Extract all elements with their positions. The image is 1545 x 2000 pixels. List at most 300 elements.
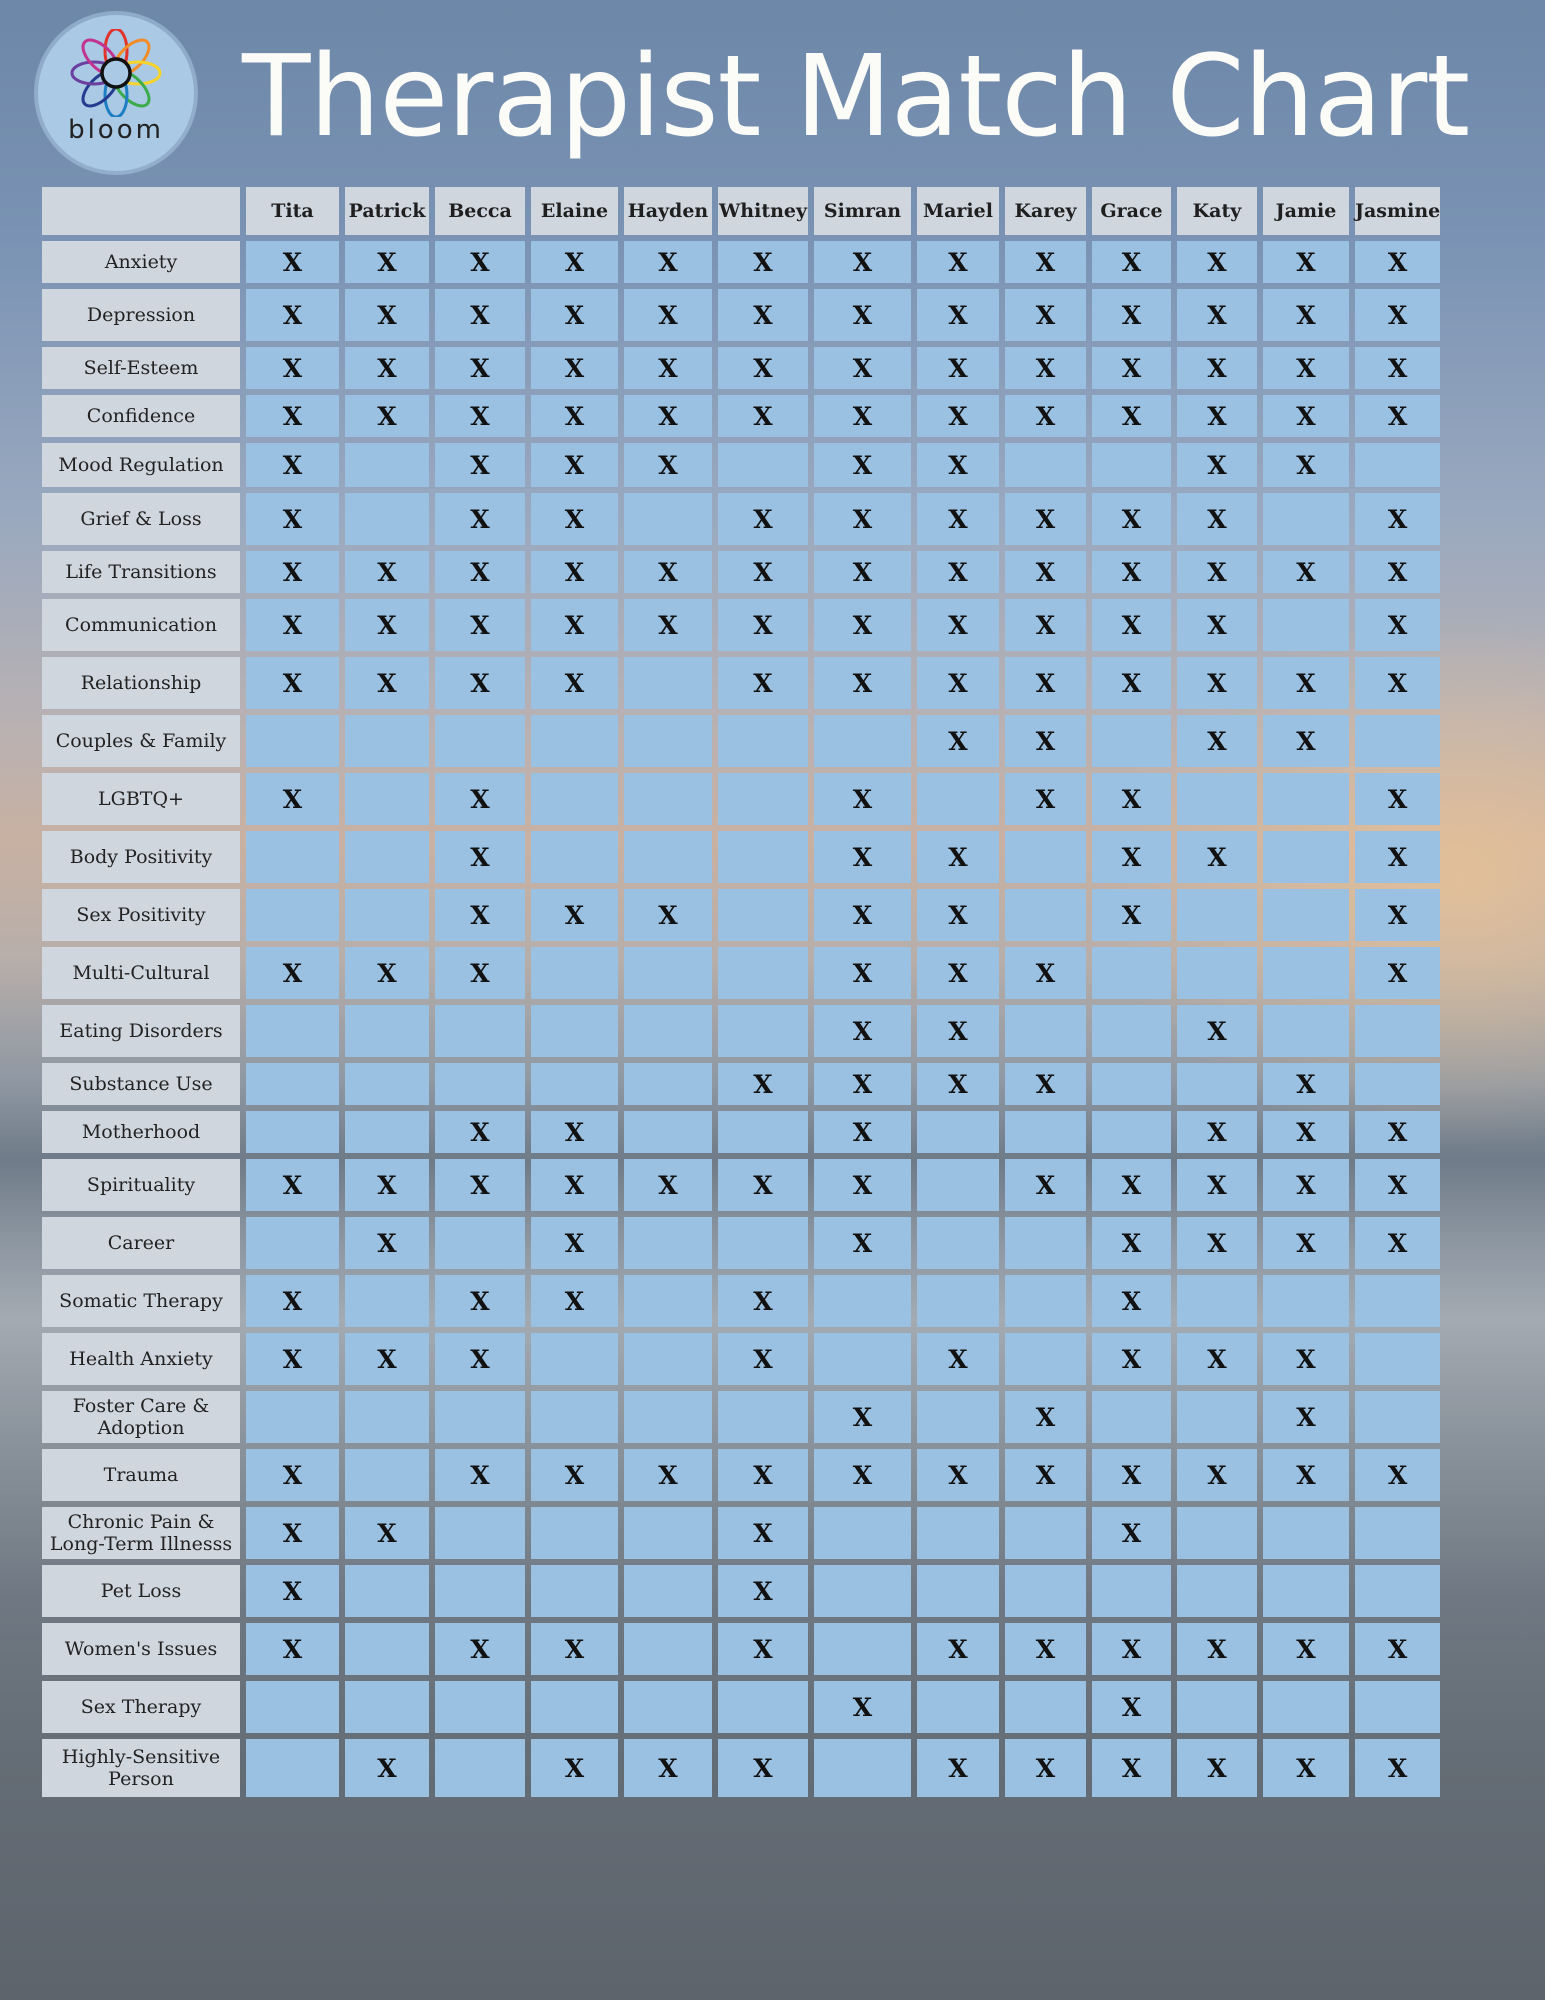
table-row — [42, 1159, 1440, 1211]
column-header-tita: Tita — [246, 187, 339, 235]
match-cell — [624, 773, 712, 825]
match-cell — [531, 1565, 618, 1617]
match-cell — [246, 1391, 339, 1443]
match-cell: X — [246, 1159, 339, 1211]
match-cell — [345, 1063, 429, 1105]
match-cell: X — [917, 1005, 999, 1057]
match-cell: X — [814, 1681, 911, 1733]
match-cell — [1092, 947, 1171, 999]
match-cell: X — [1092, 599, 1171, 651]
match-cell: X — [345, 1507, 429, 1559]
match-cell — [718, 831, 808, 883]
match-cell — [345, 1449, 429, 1501]
match-cell: X — [1092, 657, 1171, 709]
match-cell: X — [814, 395, 911, 437]
match-cell: X — [718, 1739, 808, 1797]
match-cell: X — [814, 889, 911, 941]
match-cell — [246, 1217, 339, 1269]
table-row — [42, 889, 1440, 941]
match-cell: X — [1355, 1739, 1440, 1797]
header-row — [42, 187, 1440, 235]
match-cell: X — [814, 773, 911, 825]
match-cell: X — [246, 657, 339, 709]
match-cell: X — [1355, 347, 1440, 389]
match-cell: X — [531, 395, 618, 437]
row-label: Multi-Cultural — [42, 947, 240, 999]
match-cell: X — [718, 1275, 808, 1327]
match-cell — [718, 443, 808, 487]
match-cell: X — [624, 1449, 712, 1501]
match-cell: X — [1355, 773, 1440, 825]
match-cell — [1005, 1681, 1086, 1733]
match-cell — [718, 1681, 808, 1733]
logo-text: bloom — [68, 115, 164, 145]
match-cell: X — [1177, 347, 1257, 389]
match-cell — [435, 1681, 525, 1733]
match-cell — [1005, 1333, 1086, 1385]
match-cell: X — [1005, 241, 1086, 283]
match-cell: X — [345, 1739, 429, 1797]
match-cell: X — [814, 1063, 911, 1105]
match-cell — [624, 1681, 712, 1733]
match-cell — [246, 1681, 339, 1733]
match-cell — [917, 1507, 999, 1559]
match-cell: X — [1177, 831, 1257, 883]
match-cell: X — [1177, 395, 1257, 437]
match-cell — [345, 493, 429, 545]
table-row — [42, 1063, 1440, 1105]
match-cell: X — [246, 773, 339, 825]
match-cell: X — [1092, 1159, 1171, 1211]
match-cell — [718, 1111, 808, 1153]
match-cell: X — [435, 889, 525, 941]
match-cell — [1092, 1005, 1171, 1057]
match-cell: X — [1177, 1623, 1257, 1675]
match-cell — [531, 1391, 618, 1443]
match-cell: X — [531, 1623, 618, 1675]
match-cell: X — [435, 289, 525, 341]
match-cell — [917, 1159, 999, 1211]
table-row — [42, 347, 1440, 389]
match-cell: X — [1005, 289, 1086, 341]
match-cell: X — [1177, 1111, 1257, 1153]
match-cell: X — [246, 1623, 339, 1675]
match-cell: X — [624, 289, 712, 341]
match-cell: X — [917, 1333, 999, 1385]
page-title: Therapist Match Chart — [242, 32, 1470, 162]
match-cell: X — [1355, 1623, 1440, 1675]
table-row — [42, 1005, 1440, 1057]
row-label: Confidence — [42, 395, 240, 437]
match-cell: X — [1005, 947, 1086, 999]
match-cell — [1355, 1565, 1440, 1617]
match-cell: X — [917, 715, 999, 767]
match-cell: X — [435, 551, 525, 593]
match-cell: X — [917, 1063, 999, 1105]
match-cell — [624, 657, 712, 709]
match-cell: X — [1092, 1217, 1171, 1269]
match-cell — [917, 1681, 999, 1733]
match-cell: X — [814, 347, 911, 389]
match-cell — [1005, 831, 1086, 883]
match-cell — [1355, 1275, 1440, 1327]
match-cell: X — [1263, 1391, 1349, 1443]
match-cell: X — [1177, 493, 1257, 545]
match-cell: X — [435, 947, 525, 999]
column-header-patrick: Patrick — [345, 187, 429, 235]
match-cell: X — [1263, 1739, 1349, 1797]
match-cell: X — [814, 241, 911, 283]
match-cell: X — [1005, 551, 1086, 593]
match-cell: X — [345, 657, 429, 709]
match-cell: X — [718, 347, 808, 389]
match-cell: X — [1177, 443, 1257, 487]
match-cell — [917, 1275, 999, 1327]
match-cell: X — [531, 599, 618, 651]
match-cell: X — [435, 1111, 525, 1153]
match-cell — [345, 1391, 429, 1443]
match-cell: X — [435, 1449, 525, 1501]
match-cell — [624, 1063, 712, 1105]
match-cell: X — [917, 831, 999, 883]
match-cell — [1177, 1391, 1257, 1443]
match-cell — [345, 1005, 429, 1057]
match-cell — [531, 831, 618, 883]
match-cell: X — [435, 347, 525, 389]
match-cell — [1005, 443, 1086, 487]
table-row — [42, 493, 1440, 545]
match-cell: X — [1263, 1111, 1349, 1153]
match-cell: X — [1092, 395, 1171, 437]
match-cell — [917, 1391, 999, 1443]
row-label: Sex Therapy — [42, 1681, 240, 1733]
column-header-karey: Karey — [1005, 187, 1086, 235]
match-cell — [246, 1111, 339, 1153]
table-row — [42, 1111, 1440, 1153]
match-cell: X — [624, 1159, 712, 1211]
match-cell — [1263, 1681, 1349, 1733]
match-cell: X — [1092, 831, 1171, 883]
match-cell: X — [718, 657, 808, 709]
match-cell: X — [246, 347, 339, 389]
match-cell — [1263, 831, 1349, 883]
match-cell — [435, 1005, 525, 1057]
table-row — [42, 831, 1440, 883]
match-cell — [624, 1391, 712, 1443]
column-header-becca: Becca — [435, 187, 525, 235]
match-cell — [435, 1063, 525, 1105]
match-cell — [814, 1275, 911, 1327]
match-cell — [435, 1391, 525, 1443]
match-cell — [917, 1111, 999, 1153]
match-cell — [1263, 889, 1349, 941]
match-cell: X — [1263, 657, 1349, 709]
match-cell — [1092, 1565, 1171, 1617]
row-label: Highly-Sensitive Person — [42, 1739, 240, 1797]
table-row — [42, 1507, 1440, 1559]
match-cell — [814, 1507, 911, 1559]
match-cell — [718, 1391, 808, 1443]
match-cell: X — [345, 551, 429, 593]
match-cell: X — [1263, 1449, 1349, 1501]
column-header-mariel: Mariel — [917, 187, 999, 235]
match-cell — [345, 1275, 429, 1327]
match-cell — [1263, 1005, 1349, 1057]
match-cell: X — [435, 1275, 525, 1327]
match-cell: X — [435, 1333, 525, 1385]
match-cell: X — [1177, 657, 1257, 709]
match-cell — [1177, 1063, 1257, 1105]
match-cell: X — [1005, 1063, 1086, 1105]
match-cell: X — [246, 1333, 339, 1385]
match-cell: X — [917, 1739, 999, 1797]
match-cell: X — [718, 599, 808, 651]
match-cell — [1177, 1507, 1257, 1559]
match-cell — [1263, 1507, 1349, 1559]
table-row — [42, 1739, 1440, 1797]
match-cell — [1263, 1565, 1349, 1617]
row-label: Body Positivity — [42, 831, 240, 883]
match-cell: X — [345, 241, 429, 283]
column-header-simran: Simran — [814, 187, 911, 235]
match-cell: X — [1355, 1449, 1440, 1501]
match-cell: X — [1092, 1681, 1171, 1733]
match-cell — [531, 1681, 618, 1733]
match-cell: X — [1092, 493, 1171, 545]
match-cell: X — [1092, 1449, 1171, 1501]
match-cell — [345, 1681, 429, 1733]
match-cell: X — [1177, 1159, 1257, 1211]
match-cell: X — [1177, 715, 1257, 767]
match-cell: X — [917, 241, 999, 283]
table-row — [42, 1449, 1440, 1501]
match-cell — [531, 1333, 618, 1385]
match-cell: X — [814, 1217, 911, 1269]
match-cell — [345, 715, 429, 767]
match-cell — [1263, 773, 1349, 825]
match-cell — [814, 715, 911, 767]
match-cell: X — [917, 551, 999, 593]
match-cell — [1005, 1111, 1086, 1153]
match-cell — [814, 1565, 911, 1617]
table-row — [42, 1217, 1440, 1269]
match-cell: X — [624, 551, 712, 593]
match-cell: X — [435, 1623, 525, 1675]
match-cell: X — [917, 657, 999, 709]
match-cell: X — [1355, 493, 1440, 545]
match-cell — [624, 493, 712, 545]
match-cell: X — [718, 241, 808, 283]
match-cell: X — [345, 947, 429, 999]
match-cell: X — [1005, 1391, 1086, 1443]
table-row — [42, 657, 1440, 709]
match-cell: X — [1355, 599, 1440, 651]
match-cell: X — [718, 1159, 808, 1211]
row-label: LGBTQ+ — [42, 773, 240, 825]
match-cell: X — [917, 947, 999, 999]
match-cell: X — [624, 599, 712, 651]
match-cell: X — [1263, 551, 1349, 593]
column-header-katy: Katy — [1177, 187, 1257, 235]
row-label: Life Transitions — [42, 551, 240, 593]
table-row — [42, 947, 1440, 999]
match-cell — [1005, 1275, 1086, 1327]
match-cell: X — [435, 773, 525, 825]
match-cell — [1092, 443, 1171, 487]
table-row — [42, 443, 1440, 487]
match-cell: X — [718, 1565, 808, 1617]
match-cell — [1005, 1217, 1086, 1269]
table-row — [42, 1391, 1440, 1443]
match-cell: X — [246, 241, 339, 283]
match-cell — [1005, 1565, 1086, 1617]
match-cell — [1355, 443, 1440, 487]
match-cell: X — [246, 947, 339, 999]
match-cell: X — [917, 1623, 999, 1675]
match-cell: X — [1355, 1159, 1440, 1211]
match-cell: X — [1355, 395, 1440, 437]
match-cell — [624, 1005, 712, 1057]
match-cell: X — [1177, 1217, 1257, 1269]
match-cell: X — [1005, 715, 1086, 767]
match-cell — [435, 1739, 525, 1797]
match-cell: X — [1177, 599, 1257, 651]
match-cell: X — [1092, 241, 1171, 283]
match-cell — [624, 1507, 712, 1559]
match-cell: X — [531, 241, 618, 283]
match-cell — [1355, 1681, 1440, 1733]
match-cell: X — [1092, 1507, 1171, 1559]
match-cell: X — [531, 657, 618, 709]
match-cell: X — [1263, 347, 1349, 389]
match-cell — [1177, 1681, 1257, 1733]
match-cell: X — [1092, 551, 1171, 593]
row-label: Pet Loss — [42, 1565, 240, 1617]
match-cell: X — [917, 889, 999, 941]
match-cell: X — [1005, 347, 1086, 389]
match-cell — [624, 1565, 712, 1617]
match-cell — [345, 831, 429, 883]
match-cell: X — [718, 1333, 808, 1385]
match-cell: X — [1355, 551, 1440, 593]
match-cell: X — [1092, 289, 1171, 341]
table-row — [42, 1275, 1440, 1327]
match-cell — [1092, 1063, 1171, 1105]
match-cell: X — [1005, 773, 1086, 825]
row-label: Communication — [42, 599, 240, 651]
flower-logo-icon — [66, 29, 166, 117]
match-cell: X — [1092, 1275, 1171, 1327]
match-cell — [624, 1333, 712, 1385]
match-cell: X — [718, 1623, 808, 1675]
match-cell: X — [531, 289, 618, 341]
table-row — [42, 1565, 1440, 1617]
match-cell — [718, 889, 808, 941]
match-cell: X — [1177, 1739, 1257, 1797]
match-cell — [1355, 1005, 1440, 1057]
match-cell: X — [531, 1449, 618, 1501]
match-cell: X — [718, 1507, 808, 1559]
match-cell — [531, 715, 618, 767]
corner-cell — [42, 187, 240, 235]
match-cell: X — [246, 551, 339, 593]
match-cell — [1177, 773, 1257, 825]
match-cell — [345, 443, 429, 487]
therapist-match-table — [36, 181, 1446, 1803]
match-cell — [624, 715, 712, 767]
table-row — [42, 395, 1440, 437]
match-cell: X — [624, 241, 712, 283]
row-label: Chronic Pain & Long-Term Illnesss — [42, 1507, 240, 1559]
match-cell: X — [917, 289, 999, 341]
row-label: Trauma — [42, 1449, 240, 1501]
match-cell: X — [345, 1159, 429, 1211]
match-cell — [624, 947, 712, 999]
match-cell: X — [1005, 1449, 1086, 1501]
match-cell: X — [814, 551, 911, 593]
row-label: Career — [42, 1217, 240, 1269]
match-cell: X — [1177, 241, 1257, 283]
match-cell: X — [246, 1275, 339, 1327]
match-cell: X — [531, 1275, 618, 1327]
match-cell — [435, 1507, 525, 1559]
match-cell: X — [435, 657, 525, 709]
match-cell — [1263, 947, 1349, 999]
match-cell: X — [1263, 1217, 1349, 1269]
match-cell: X — [246, 1507, 339, 1559]
match-cell — [531, 1507, 618, 1559]
match-cell: X — [345, 347, 429, 389]
match-cell — [1005, 889, 1086, 941]
match-cell — [435, 715, 525, 767]
table-row — [42, 1333, 1440, 1385]
match-cell — [1177, 947, 1257, 999]
match-cell: X — [1355, 289, 1440, 341]
match-cell — [1092, 1391, 1171, 1443]
match-cell: X — [531, 1217, 618, 1269]
column-header-jamie: Jamie — [1263, 187, 1349, 235]
table-row — [42, 1623, 1440, 1675]
match-cell — [531, 947, 618, 999]
table-row — [42, 715, 1440, 767]
match-cell: X — [345, 1333, 429, 1385]
match-cell: X — [1092, 1623, 1171, 1675]
row-label: Women's Issues — [42, 1623, 240, 1675]
match-cell — [917, 773, 999, 825]
match-cell — [246, 1063, 339, 1105]
match-cell: X — [814, 831, 911, 883]
match-cell — [345, 1111, 429, 1153]
match-cell: X — [246, 443, 339, 487]
match-cell: X — [917, 493, 999, 545]
match-cell — [1355, 1507, 1440, 1559]
match-cell: X — [1263, 395, 1349, 437]
match-cell: X — [624, 889, 712, 941]
match-cell: X — [718, 395, 808, 437]
table-body — [42, 241, 1440, 1797]
match-cell: X — [718, 1063, 808, 1105]
match-cell: X — [1005, 1623, 1086, 1675]
row-label: Anxiety — [42, 241, 240, 283]
match-cell: X — [814, 1449, 911, 1501]
table-row — [42, 1681, 1440, 1733]
match-cell: X — [917, 395, 999, 437]
match-cell — [345, 889, 429, 941]
match-cell — [1355, 1063, 1440, 1105]
match-cell: X — [1263, 1063, 1349, 1105]
row-label: Substance Use — [42, 1063, 240, 1105]
match-cell: X — [917, 1449, 999, 1501]
